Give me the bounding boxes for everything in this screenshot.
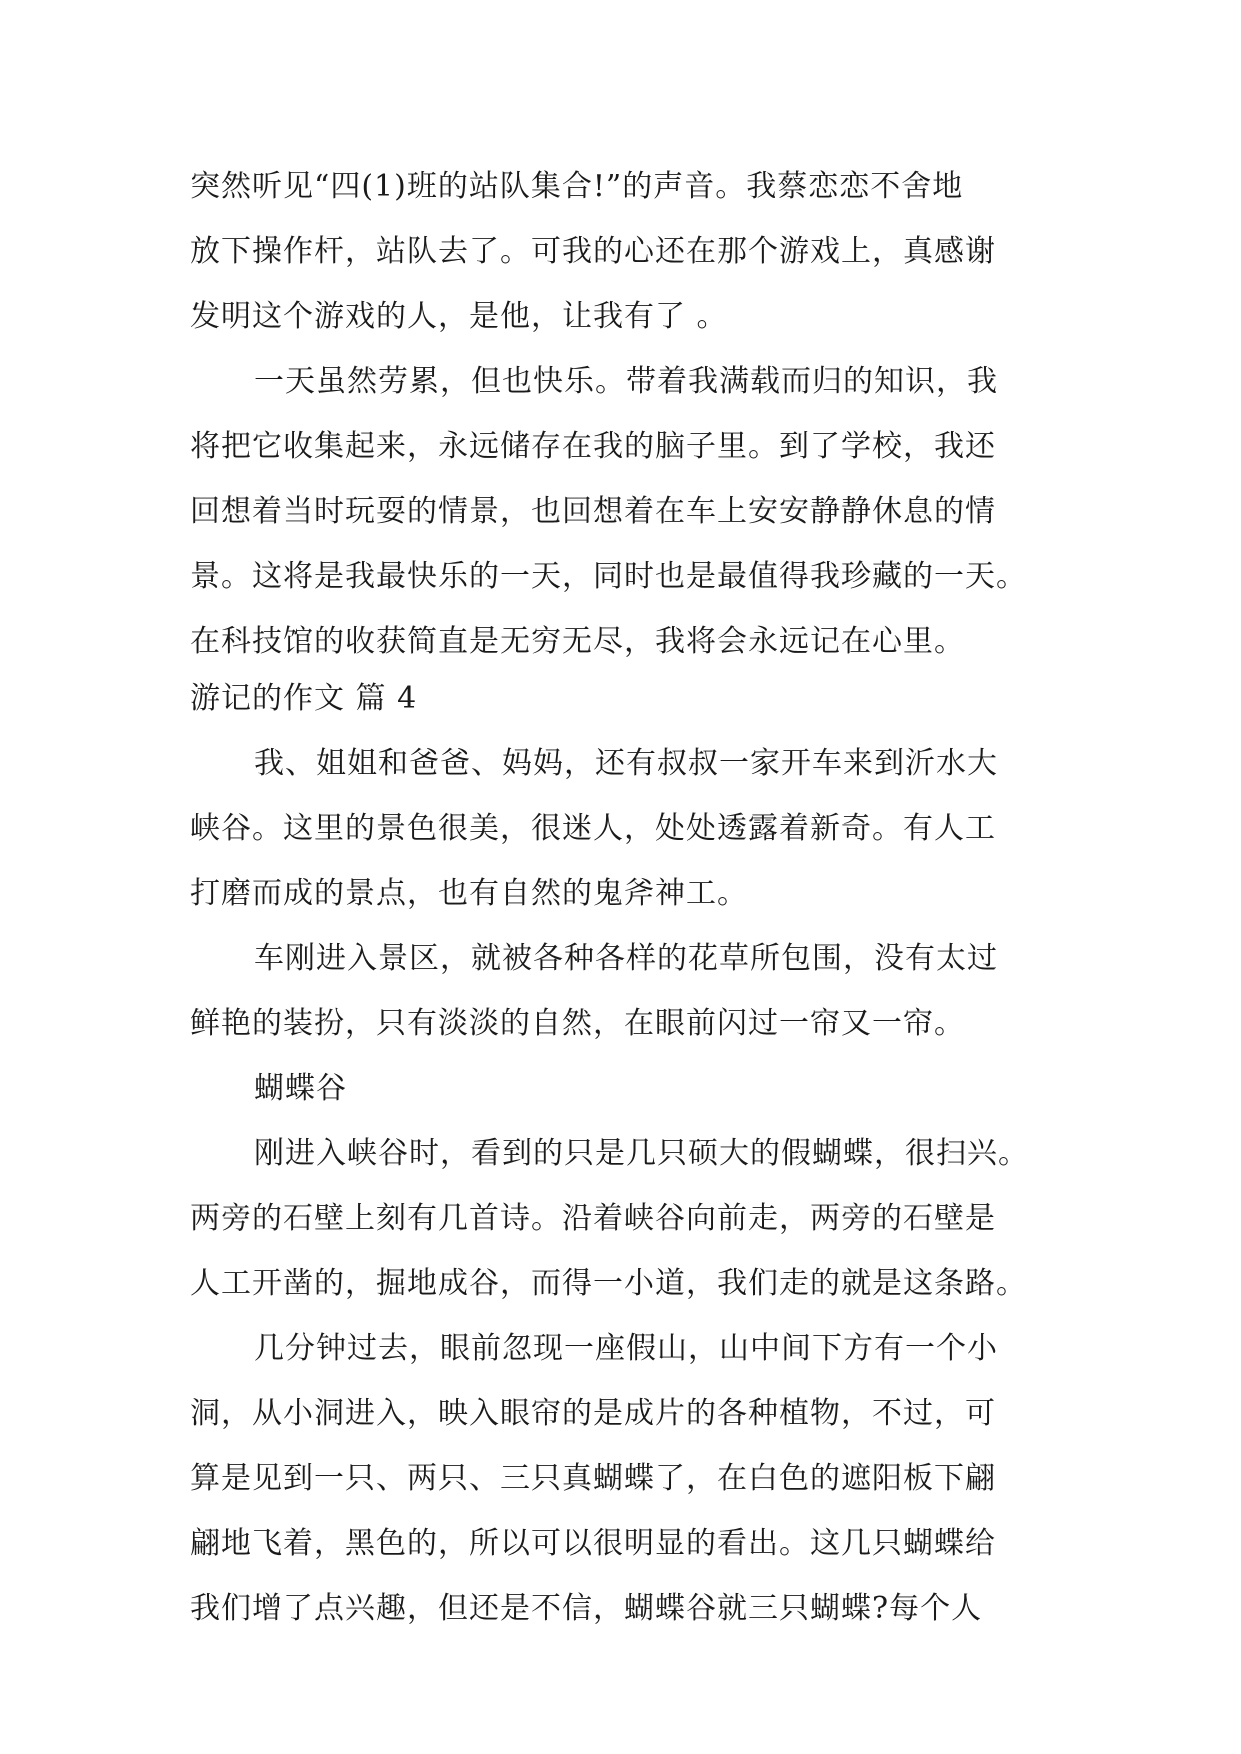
text-line: 翩地飞着，黑色的，所以可以很明显的看出。这几只蝴蝶给: [190, 1526, 996, 1561]
paragraph-entering-valley: [190, 1121, 1050, 1316]
text-line: 打磨而成的景点，也有自然的鬼斧神工。: [190, 876, 748, 911]
text-line: 洞，从小洞进入，映入眼帘的是成片的各种植物，不过，可: [190, 1396, 996, 1431]
text-line: 将把它收集起来，永远储存在我的脑子里。到了学校，我还: [190, 429, 996, 464]
text-line: 放下操作杆，站队去了。可我的心还在那个游戏上，真感谢: [190, 234, 996, 269]
subheading-text: 蝴蝶谷: [254, 1071, 347, 1106]
text-line: 算是见到一只、两只、三只真蝴蝶了，在白色的遮阳板下翩: [190, 1461, 996, 1496]
section-heading: 游记的作文 篇 4: [190, 681, 418, 716]
text-line: 一天虽然劳累，但也快乐。带着我满载而归的知识，我: [254, 364, 998, 399]
paragraph-game-ending: [190, 154, 1050, 349]
text-line: 两旁的石壁上刻有几首诗。沿着峡谷向前走，两旁的石壁是: [190, 1201, 996, 1236]
text-line: 车刚进入景区，就被各种各样的花草所包围，没有太过: [254, 941, 998, 976]
paragraph-summary: [190, 349, 1050, 674]
text-line: 回想着当时玩耍的情景，也回想着在车上安安静静休息的情: [190, 494, 996, 529]
text-line: 突然听见“四(1)班的站队集合!”的声音。我蔡恋恋不舍地: [190, 169, 964, 204]
text-line: 峡谷。这里的景色很美，很迷人，处处透露着新奇。有人工: [190, 811, 996, 846]
text-line: 我、姐姐和爸爸、妈妈，还有叔叔一家开车来到沂水大: [254, 746, 998, 781]
text-line: 在科技馆的收获简直是无穷无尽，我将会永远记在心里。: [190, 624, 965, 659]
paragraph-entering-scenic-area: [190, 926, 1050, 1056]
paragraph-rockery-butterflies: [190, 1316, 1050, 1641]
text-line: 发明这个游戏的人，是他，让我有了 。: [190, 299, 728, 334]
text-line: 景。这将是我最快乐的一天，同时也是最值得我珍藏的一天。: [190, 559, 1027, 594]
text-line: 刚进入峡谷时，看到的只是几只硕大的假蝴蝶，很扫兴。: [254, 1136, 1029, 1171]
text-line: 鲜艳的装扮，只有淡淡的自然，在眼前闪过一帘又一帘。: [190, 1006, 965, 1041]
text-line: 人工开凿的，掘地成谷，而得一小道，我们走的就是这条路。: [190, 1266, 1027, 1301]
text-line: 我们增了点兴趣，但还是不信，蝴蝶谷就三只蝴蝶?每个人: [190, 1591, 983, 1626]
text-line: 几分钟过去，眼前忽现一座假山，山中间下方有一个小: [254, 1331, 998, 1366]
subheading-butterfly-valley: [190, 1056, 1050, 1121]
paragraph-intro-canyon: [190, 731, 1050, 926]
